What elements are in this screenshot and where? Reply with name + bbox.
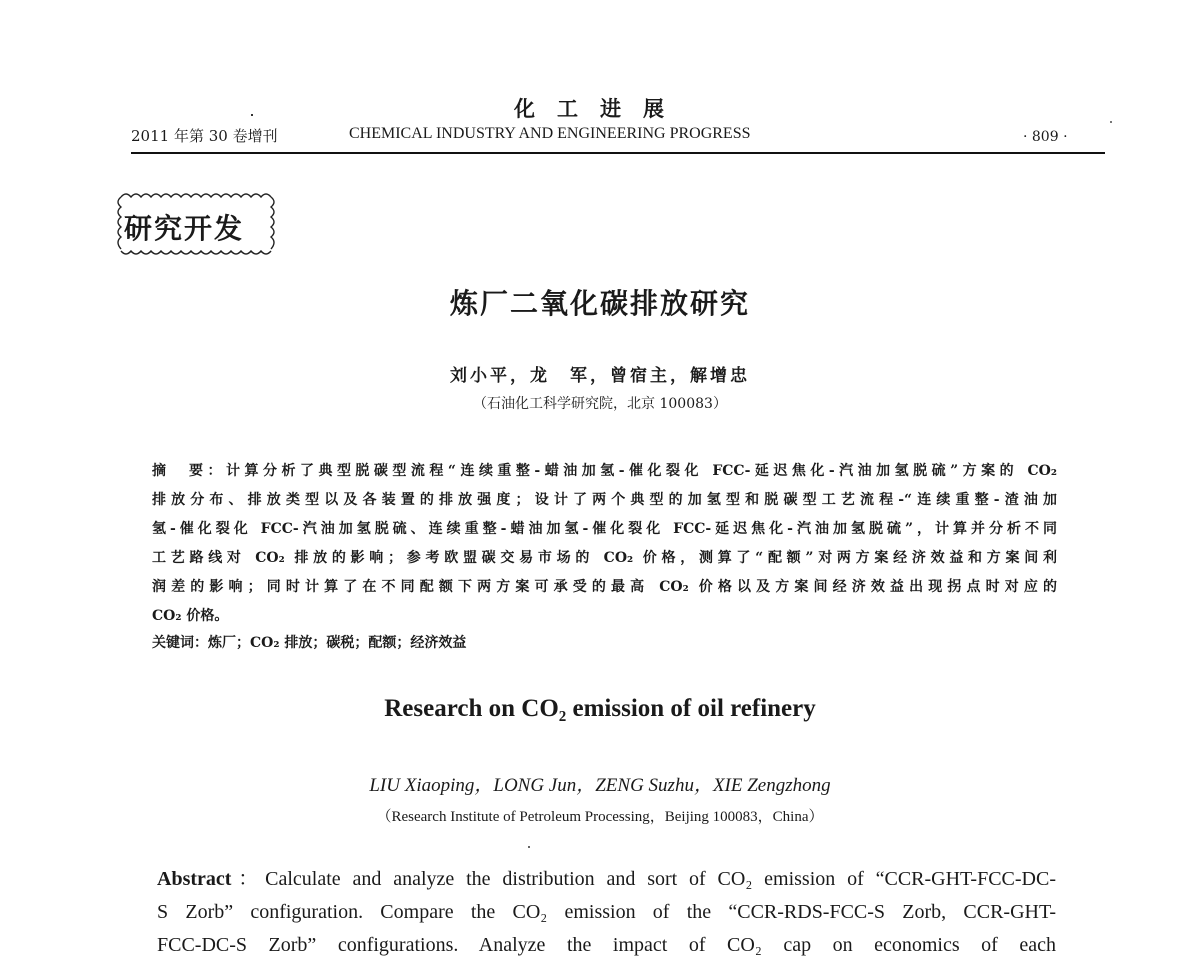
abstract-en-line: FCC-DC-S Zorb” configurations. Analyze the impact of CO₂ cap on economics of each [157,934,1056,956]
abstract-cn-line: CO₂ 价格。 [152,608,229,624]
speck [1110,121,1112,123]
abstract-cn-line: 摘 要：计算分析了典型脱碳型流程“连续重整-蜡油加氢-催化裂化 FCC-延迟焦化-汽油加氢脱硫”方案的 CO₂ [152,463,1057,479]
journal-title-en: CHEMICAL INDUSTRY AND ENGINEERING PROGRESS [349,125,751,142]
abstract-cn-line: 工艺路线对 CO₂ 排放的影响；参考欧盟碳交易市场的 CO₂ 价格，测算了“配额”对两方案经济效益和方案间利 [152,550,1057,566]
abstract-label: Abstract [157,868,232,890]
issue-label: 2011 年第 30 卷增刊 [131,127,278,145]
abstract-en [157,863,1056,962]
keywords-cn: 关键词：炼厂；CO₂ 排放；碳税；配额；经济效益 [152,635,467,651]
abstract-cn [152,457,1057,631]
speck [251,114,253,116]
affiliation-en: （Research Institute of Petroleum Processing，Beijing 100083，China） [376,809,824,825]
affiliation-cn: （石油化工科学研究院，北京 100083） [473,396,727,412]
abstract-en-line [157,863,1056,896]
abstract-cn-line: 排放分布、排放类型以及各装置的排放强度；设计了两个典型的加氢型和脱碳型工艺流程-“连续重整-渣油加 [152,492,1057,508]
speck [528,846,530,848]
section-badge: 研究开发 [124,212,245,245]
abstract-en-text: ：Calculate and analyze the distribution and sort of CO₂ emission of “CCR-GHT-FCC-DC- [231,868,1056,890]
abstract-cn-line: 润差的影响；同时计算了在不同配额下两方案可承受的最高 CO₂ 价格以及方案间经济效益出现拐点时对应的 [152,579,1057,595]
journal-title-cn: 化工进展 [514,96,686,121]
paper-title-cn: 炼厂二氧化碳排放研究 [449,287,750,320]
abstract-cn-line: 氢-催化裂化 FCC-汽油加氢脱硫、连续重整-蜡油加氢-催化裂化 FCC-延迟焦化-汽油加氢脱硫”，计算并分析不同 [152,521,1057,537]
page-number: · 809 · [1023,129,1068,145]
abstract-en-line: S Zorb” configuration. Compare the CO₂ emission of the “CCR-RDS-FCC-S Zorb, CCR-GHT- [157,901,1056,923]
paper-title-en: Research on CO₂ emission of oil refinery [384,695,816,722]
header-rule [131,152,1105,154]
authors-cn: 刘小平，龙 军，曾宿主，解增忠 [450,366,750,386]
authors-en: LIU Xiaoping，LONG Jun，ZENG Suzhu，XIE Zengzhong [369,775,831,796]
